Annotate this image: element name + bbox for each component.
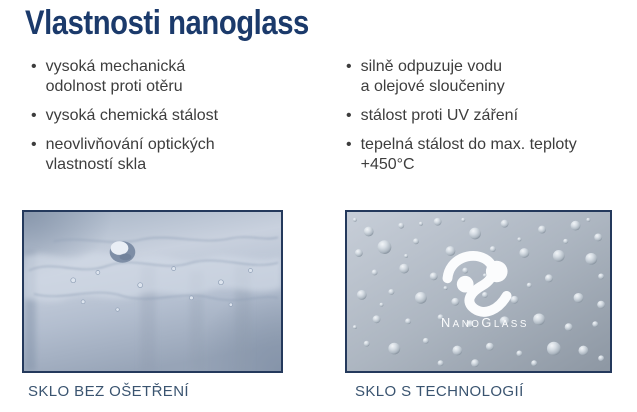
bullet-line: vysoká chemická stálost	[45, 107, 219, 124]
list-item	[346, 106, 636, 126]
bullet-text	[46, 135, 215, 175]
bullet-text	[361, 135, 577, 175]
bullet-line: vysoká mechanická	[45, 58, 186, 75]
bullet-line: odolnost proti otěru	[45, 78, 183, 95]
bullet-icon: •	[346, 136, 352, 153]
logo-wordmark: NANOGLASS	[440, 315, 529, 331]
bullet-list-left	[31, 57, 321, 184]
caption-treated: SKLO S TECHNOLOGIÍ	[355, 383, 524, 400]
bullet-icon: •	[346, 107, 352, 124]
page-title: Vlastnosti nanoglass	[25, 4, 309, 42]
bullet-icon: •	[31, 136, 37, 153]
bullet-text	[361, 106, 518, 126]
list-item	[31, 135, 321, 175]
list-item	[31, 57, 321, 97]
bullet-line: a olejové sloučeniny	[360, 78, 505, 95]
bullet-line: silně odpuzuje vodu	[360, 58, 503, 75]
bullet-line: neovlivňování optických	[45, 136, 215, 153]
logo-small-circle	[457, 276, 474, 293]
bullet-text	[46, 106, 219, 126]
list-item	[346, 57, 636, 97]
bullet-line: vlastností skla	[45, 156, 147, 173]
bullet-text	[361, 57, 505, 97]
large-droplet	[110, 241, 136, 262]
list-item	[346, 135, 636, 175]
bullet-line: tepelná stálost do max. teploty	[360, 136, 577, 153]
bullet-line: +450°C	[360, 156, 415, 173]
untreated-glass-figure	[22, 210, 283, 373]
bullet-text	[46, 57, 186, 97]
bullet-icon: •	[31, 58, 37, 75]
list-item	[31, 106, 321, 126]
untreated-glass-image	[24, 212, 281, 371]
nanoglass-image	[347, 212, 610, 371]
bullet-list-right	[346, 57, 636, 184]
bullet-icon: •	[31, 107, 37, 124]
logo-large-circle	[486, 261, 508, 282]
bullet-line: stálost proti UV záření	[360, 107, 519, 124]
bullet-icon: •	[346, 58, 352, 75]
caption-untreated: SKLO BEZ OŠETŘENÍ	[28, 383, 190, 400]
treated-glass-figure	[345, 210, 612, 373]
